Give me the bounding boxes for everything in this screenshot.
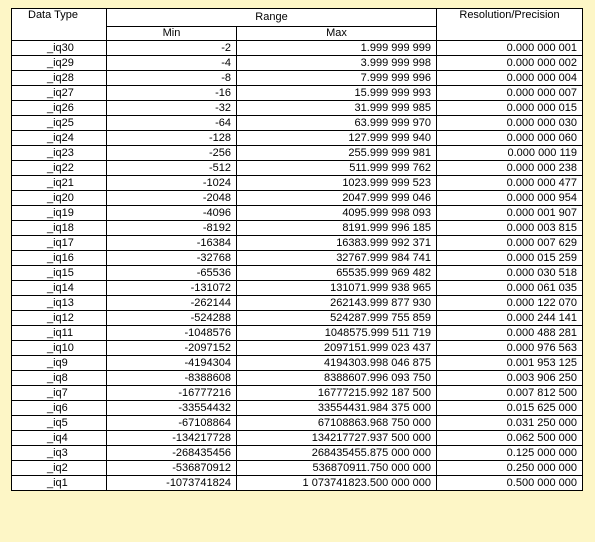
- cell-data-type: _iq3: [12, 446, 107, 461]
- cell-data-type: _iq27: [12, 86, 107, 101]
- cell-max: 4194303.998 046 875: [237, 356, 437, 371]
- cell-max: 16383.999 992 371: [237, 236, 437, 251]
- cell-data-type: _iq1: [12, 476, 107, 491]
- cell-resolution: 0.000 000 477: [437, 176, 583, 191]
- cell-min: -512: [107, 161, 237, 176]
- header-data-type: Data Type: [12, 9, 107, 41]
- cell-min: -8192: [107, 221, 237, 236]
- table-row: [12, 326, 583, 341]
- cell-max: 1023.999 999 523: [237, 176, 437, 191]
- cell-resolution: 0.000 061 035: [437, 281, 583, 296]
- cell-resolution: 0.062 500 000: [437, 431, 583, 446]
- cell-max: 4095.999 998 093: [237, 206, 437, 221]
- cell-data-type: _iq22: [12, 161, 107, 176]
- cell-max: 131071.999 938 965: [237, 281, 437, 296]
- cell-max: 16777215.992 187 500: [237, 386, 437, 401]
- cell-max: 7.999 999 996: [237, 71, 437, 86]
- cell-data-type: _iq17: [12, 236, 107, 251]
- cell-max: 3.999 999 998: [237, 56, 437, 71]
- table-row: [12, 431, 583, 446]
- cell-resolution: 0.000 122 070: [437, 296, 583, 311]
- cell-resolution: 0.007 812 500: [437, 386, 583, 401]
- table-row: [12, 236, 583, 251]
- cell-max: 255.999 999 981: [237, 146, 437, 161]
- table-row: [12, 446, 583, 461]
- cell-data-type: _iq8: [12, 371, 107, 386]
- cell-min: -4: [107, 56, 237, 71]
- cell-resolution: 0.000 000 119: [437, 146, 583, 161]
- table-row: [12, 401, 583, 416]
- cell-max: 32767.999 984 741: [237, 251, 437, 266]
- cell-data-type: _iq5: [12, 416, 107, 431]
- cell-resolution: 0.015 625 000: [437, 401, 583, 416]
- cell-resolution: 0.000 244 141: [437, 311, 583, 326]
- cell-max: 2097151.999 023 437: [237, 341, 437, 356]
- cell-resolution: 0.000 488 281: [437, 326, 583, 341]
- cell-data-type: _iq30: [12, 41, 107, 56]
- table-row: [12, 356, 583, 371]
- table-row: [12, 71, 583, 86]
- header-resolution: Resolution/Precision: [437, 9, 583, 41]
- cell-min: -524288: [107, 311, 237, 326]
- cell-resolution: 0.000 000 002: [437, 56, 583, 71]
- cell-max: 511.999 999 762: [237, 161, 437, 176]
- cell-resolution: 0.031 250 000: [437, 416, 583, 431]
- cell-max: 262143.999 877 930: [237, 296, 437, 311]
- table-row: [12, 131, 583, 146]
- table-row: [12, 296, 583, 311]
- cell-resolution: 0.001 953 125: [437, 356, 583, 371]
- table-row: [12, 476, 583, 491]
- cell-resolution: 0.000 003 815: [437, 221, 583, 236]
- cell-max: 65535.999 969 482: [237, 266, 437, 281]
- cell-resolution: 0.250 000 000: [437, 461, 583, 476]
- cell-min: -1024: [107, 176, 237, 191]
- cell-min: -33554432: [107, 401, 237, 416]
- cell-resolution: 0.500 000 000: [437, 476, 583, 491]
- cell-max: 1.999 999 999: [237, 41, 437, 56]
- cell-min: -65536: [107, 266, 237, 281]
- cell-data-type: _iq12: [12, 311, 107, 326]
- cell-data-type: _iq6: [12, 401, 107, 416]
- cell-max: 63.999 999 970: [237, 116, 437, 131]
- cell-min: -64: [107, 116, 237, 131]
- table-row: [12, 101, 583, 116]
- cell-max: 1048575.999 511 719: [237, 326, 437, 341]
- cell-data-type: _iq20: [12, 191, 107, 206]
- header-min: Min: [107, 27, 237, 41]
- cell-max: 67108863.968 750 000: [237, 416, 437, 431]
- cell-resolution: 0.000 000 954: [437, 191, 583, 206]
- table-body: [12, 41, 583, 491]
- cell-max: 268435455.875 000 000: [237, 446, 437, 461]
- cell-min: -536870912: [107, 461, 237, 476]
- cell-resolution: 0.000 976 563: [437, 341, 583, 356]
- cell-data-type: _iq2: [12, 461, 107, 476]
- cell-max: 8191.999 996 185: [237, 221, 437, 236]
- cell-data-type: _iq25: [12, 116, 107, 131]
- cell-min: -16: [107, 86, 237, 101]
- table-row: [12, 266, 583, 281]
- cell-min: -32768: [107, 251, 237, 266]
- cell-min: -2097152: [107, 341, 237, 356]
- cell-max: 134217727.937 500 000: [237, 431, 437, 446]
- cell-data-type: _iq29: [12, 56, 107, 71]
- table-row: [12, 251, 583, 266]
- cell-data-type: _iq28: [12, 71, 107, 86]
- table-row: [12, 371, 583, 386]
- cell-resolution: 0.000 000 060: [437, 131, 583, 146]
- cell-min: -16384: [107, 236, 237, 251]
- table-row: [12, 191, 583, 206]
- table-row: [12, 86, 583, 101]
- cell-max: 31.999 999 985: [237, 101, 437, 116]
- cell-min: -134217728: [107, 431, 237, 446]
- cell-data-type: _iq16: [12, 251, 107, 266]
- cell-min: -67108864: [107, 416, 237, 431]
- cell-max: 8388607.996 093 750: [237, 371, 437, 386]
- cell-resolution: 0.003 906 250: [437, 371, 583, 386]
- iq-range-table: [11, 8, 583, 491]
- header-row: [12, 9, 583, 27]
- cell-resolution: 0.000 000 015: [437, 101, 583, 116]
- cell-min: -32: [107, 101, 237, 116]
- table-row: [12, 281, 583, 296]
- cell-resolution: 0.000 000 030: [437, 116, 583, 131]
- cell-min: -128: [107, 131, 237, 146]
- range-table-container: [11, 8, 582, 491]
- cell-data-type: _iq14: [12, 281, 107, 296]
- table-row: [12, 116, 583, 131]
- table-row: [12, 56, 583, 71]
- cell-data-type: _iq7: [12, 386, 107, 401]
- cell-min: -16777216: [107, 386, 237, 401]
- header-range: Range: [107, 9, 437, 27]
- cell-max: 524287.999 755 859: [237, 311, 437, 326]
- cell-min: -1048576: [107, 326, 237, 341]
- table-row: [12, 386, 583, 401]
- cell-min: -2048: [107, 191, 237, 206]
- table-row: [12, 416, 583, 431]
- cell-data-type: _iq15: [12, 266, 107, 281]
- table-row: [12, 206, 583, 221]
- cell-data-type: _iq19: [12, 206, 107, 221]
- cell-min: -2: [107, 41, 237, 56]
- cell-resolution: 0.000 000 007: [437, 86, 583, 101]
- cell-min: -8388608: [107, 371, 237, 386]
- cell-data-type: _iq11: [12, 326, 107, 341]
- table-row: [12, 461, 583, 476]
- table-row: [12, 161, 583, 176]
- cell-resolution: 0.000 030 518: [437, 266, 583, 281]
- cell-min: -268435456: [107, 446, 237, 461]
- cell-resolution: 0.000 007 629: [437, 236, 583, 251]
- cell-data-type: _iq18: [12, 221, 107, 236]
- cell-min: -1073741824: [107, 476, 237, 491]
- cell-data-type: _iq13: [12, 296, 107, 311]
- table-row: [12, 41, 583, 56]
- cell-data-type: _iq26: [12, 101, 107, 116]
- cell-resolution: 0.000 000 001: [437, 41, 583, 56]
- cell-data-type: _iq23: [12, 146, 107, 161]
- cell-data-type: _iq4: [12, 431, 107, 446]
- cell-max: 127.999 999 940: [237, 131, 437, 146]
- cell-min: -256: [107, 146, 237, 161]
- cell-resolution: 0.000 000 004: [437, 71, 583, 86]
- cell-max: 33554431.984 375 000: [237, 401, 437, 416]
- cell-min: -8: [107, 71, 237, 86]
- cell-min: -262144: [107, 296, 237, 311]
- cell-resolution: 0.000 015 259: [437, 251, 583, 266]
- table-row: [12, 311, 583, 326]
- cell-data-type: _iq9: [12, 356, 107, 371]
- cell-max: 2047.999 999 046: [237, 191, 437, 206]
- cell-data-type: _iq24: [12, 131, 107, 146]
- table-row: [12, 341, 583, 356]
- table-row: [12, 146, 583, 161]
- cell-data-type: _iq10: [12, 341, 107, 356]
- cell-max: 1 073741823.500 000 000: [237, 476, 437, 491]
- cell-resolution: 0.000 001 907: [437, 206, 583, 221]
- cell-min: -4096: [107, 206, 237, 221]
- header-max: Max: [237, 27, 437, 41]
- cell-resolution: 0.000 000 238: [437, 161, 583, 176]
- cell-max: 15.999 999 993: [237, 86, 437, 101]
- cell-min: -131072: [107, 281, 237, 296]
- cell-resolution: 0.125 000 000: [437, 446, 583, 461]
- table-row: [12, 221, 583, 236]
- cell-data-type: _iq21: [12, 176, 107, 191]
- table-row: [12, 176, 583, 191]
- cell-min: -4194304: [107, 356, 237, 371]
- cell-max: 536870911.750 000 000: [237, 461, 437, 476]
